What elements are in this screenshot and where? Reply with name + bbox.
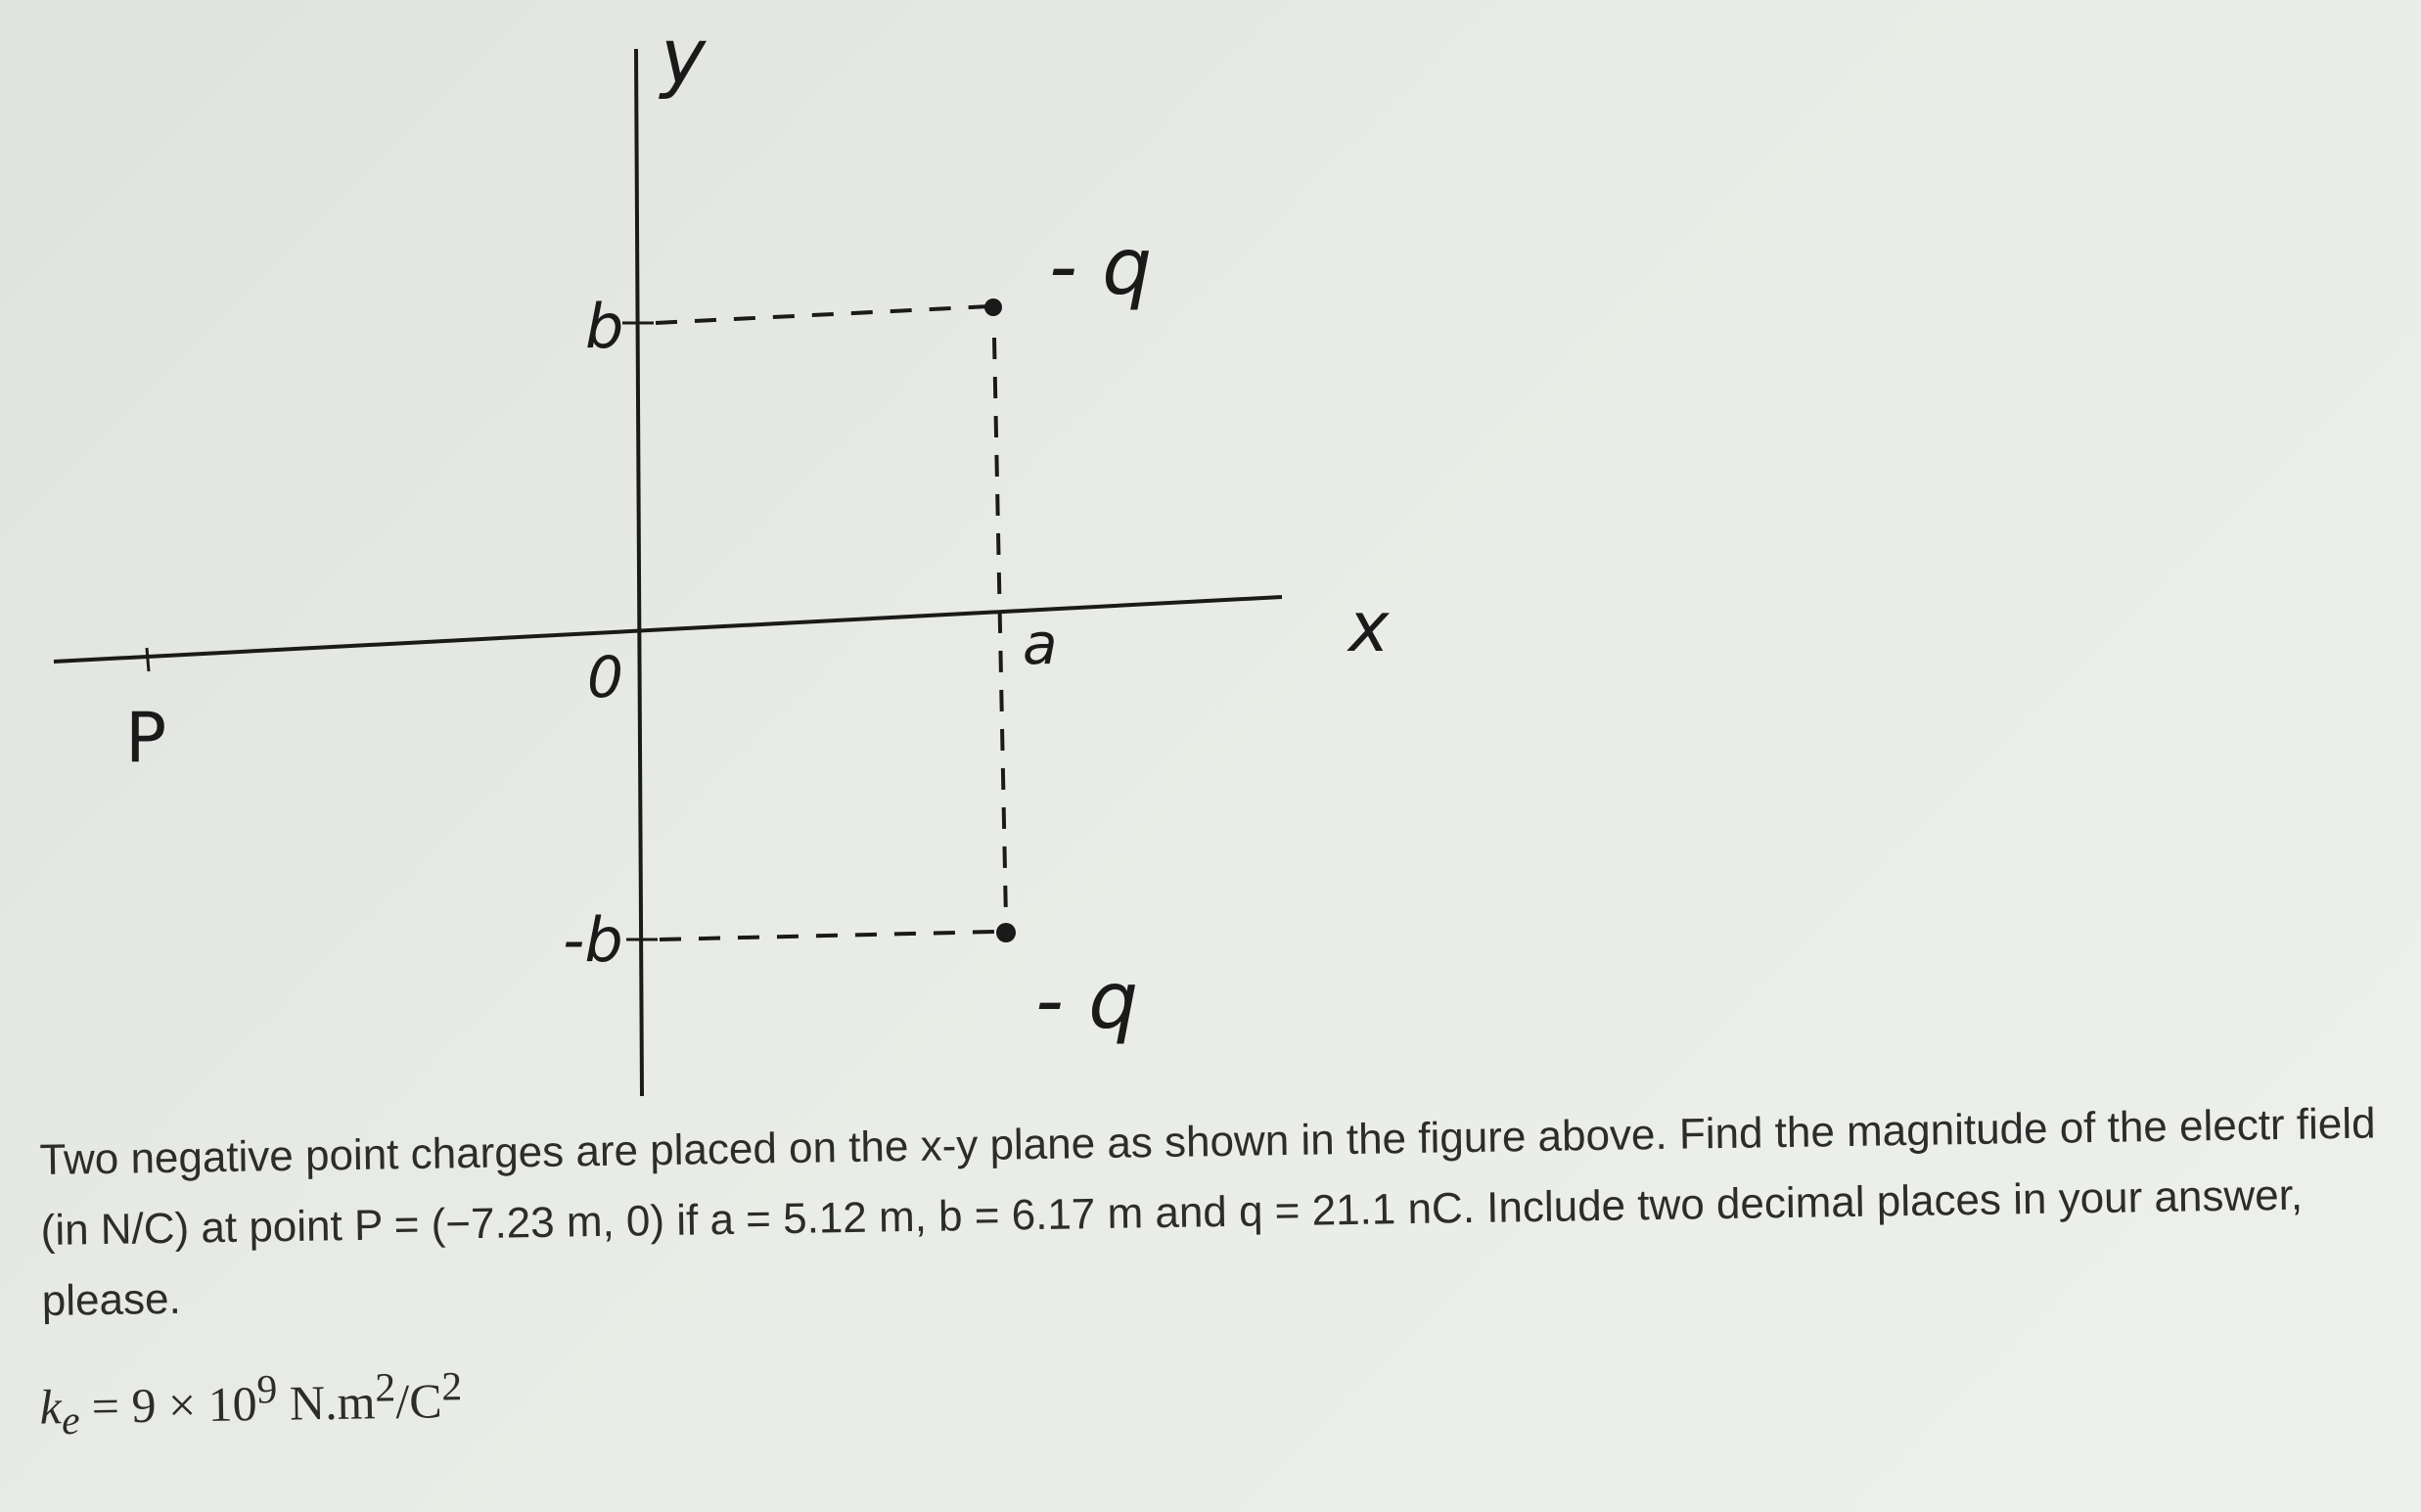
charge-bottom-dot [996,923,1016,942]
formula-exponent-9: 9 [256,1367,278,1413]
dashed-line-a [994,338,1006,920]
formula-value: = 9 × 10 [78,1376,258,1435]
x-axis [54,597,1282,662]
neg-b-label: -b [563,904,623,976]
b-label: b [585,291,624,362]
dashed-line-neg-b [660,932,996,939]
y-axis-label: y [661,14,707,102]
charge-bottom-label: - q [1035,955,1139,1046]
x-axis-label: x [1348,587,1390,667]
p-tick [147,648,149,671]
coulomb-constant-formula [39,1363,463,1444]
formula-unit-nm: N.m [277,1374,376,1431]
formula-unit-c: /C [394,1373,442,1429]
point-p-label: P [125,698,167,778]
origin-label: 0 [587,644,623,710]
charge-top-label: - q [1049,221,1153,312]
a-label: a [1023,611,1058,677]
formula-subscript-e: e [61,1398,80,1444]
formula-exponent-c2: 2 [440,1364,463,1410]
charge-top-dot [984,298,1002,316]
dashed-line-b [656,306,990,323]
question-text-block [39,1088,2410,1337]
formula-k: k [39,1379,63,1435]
question-text: Two negative point charges are placed on the x-y plane as shown in the figure above. Find the magnitude of the electr field (in N/C) at point P = (−7.23 m, 0) if a = 5.12 m, b = 6.17 m and q = 21.1 nC. Include two decimal places in your answer, please. [39,1099,2376,1325]
formula-exponent-m2: 2 [374,1365,396,1411]
